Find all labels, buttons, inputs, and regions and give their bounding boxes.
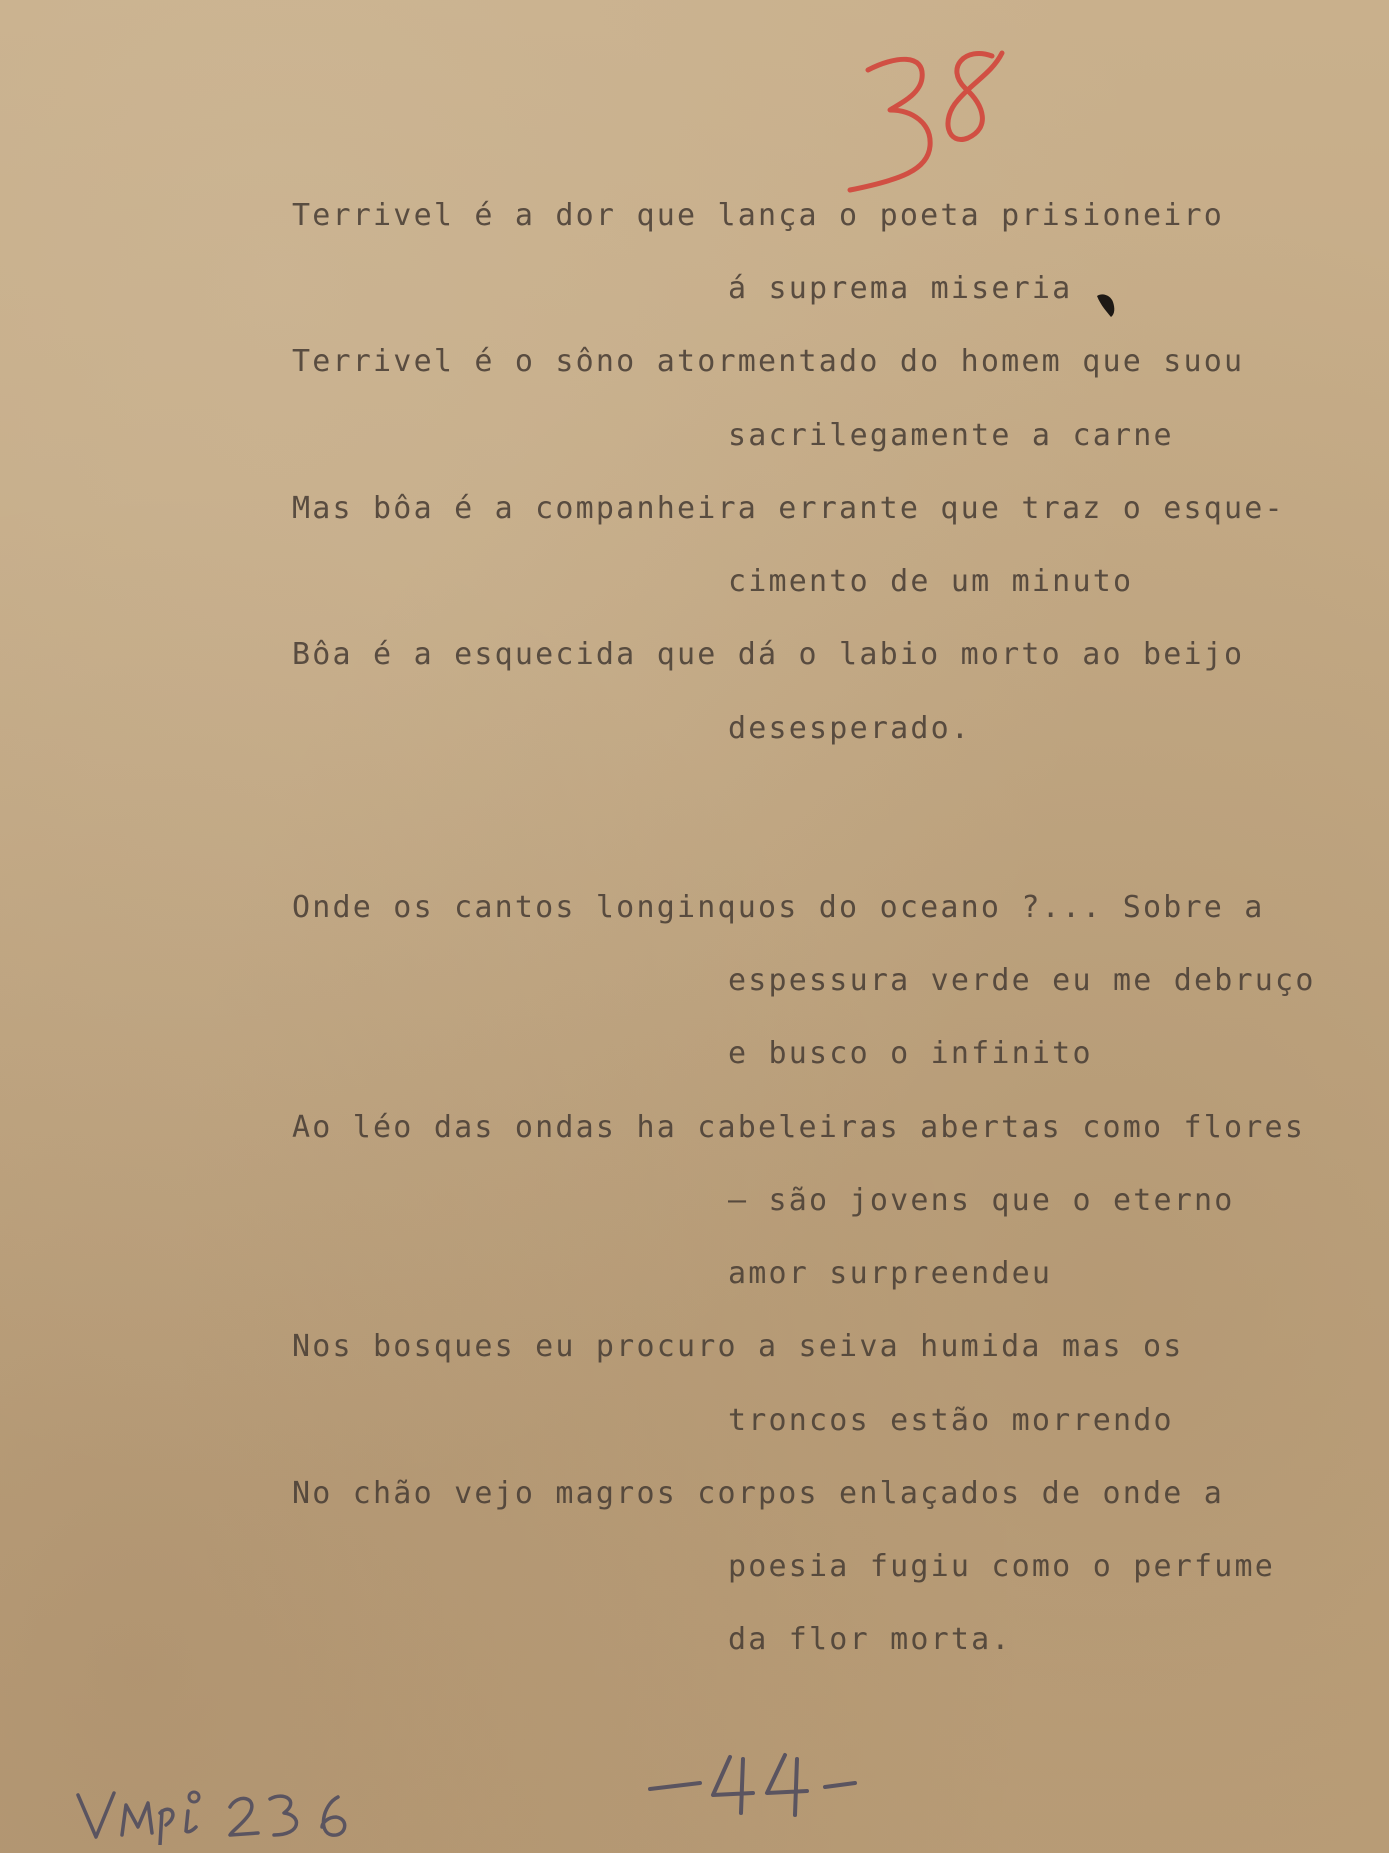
poem-line: sacrilegamente a carne [728, 418, 1174, 453]
poem-line: Ao léo das ondas ha cabeleiras abertas como flores [292, 1110, 1306, 1145]
poem-line: á suprema miseria [728, 271, 1073, 306]
page-number-handwriting [645, 1745, 875, 1825]
poem-line: amor surpreendeu [728, 1256, 1053, 1291]
poem-line: cimento de um minuto [728, 564, 1134, 599]
archive-mark [70, 1775, 400, 1845]
poem-line: desesperado. [728, 711, 972, 746]
poem-line: poesia fugiu como o perfume [728, 1549, 1276, 1584]
poem-line: Terrivel é a dor que lança o poeta prisioneiro [292, 198, 1225, 233]
folio-number-handwriting [840, 38, 1040, 198]
poem-line: Mas bôa é a companheira errante que traz o esque- [292, 491, 1285, 526]
poem-line: da flor morta. [728, 1622, 1012, 1657]
poem-line: espessura verde eu me debruço [728, 963, 1316, 998]
poem-line: Bôa é a esquecida que dá o labio morto ao beijo [292, 637, 1245, 672]
poem-line: e busco o infinito [728, 1036, 1093, 1071]
poem-line: — são jovens que o eterno [728, 1183, 1235, 1218]
poem-line: Terrivel é o sôno atormentado do homem que suou [292, 344, 1245, 379]
poem-line: Onde os cantos longinquos do oceano ?... Sobre a [292, 890, 1265, 925]
archive-mark-handwriting [70, 1775, 400, 1845]
poem-line: No chão vejo magros corpos enlaçados de onde a [292, 1476, 1225, 1511]
poem-line: Nos bosques eu procuro a seiva humida mas os [292, 1329, 1184, 1364]
poem-line: troncos estão morrendo [728, 1403, 1174, 1438]
page-number [645, 1745, 875, 1825]
folio-number [840, 38, 1040, 198]
ink-blot [1095, 292, 1117, 318]
